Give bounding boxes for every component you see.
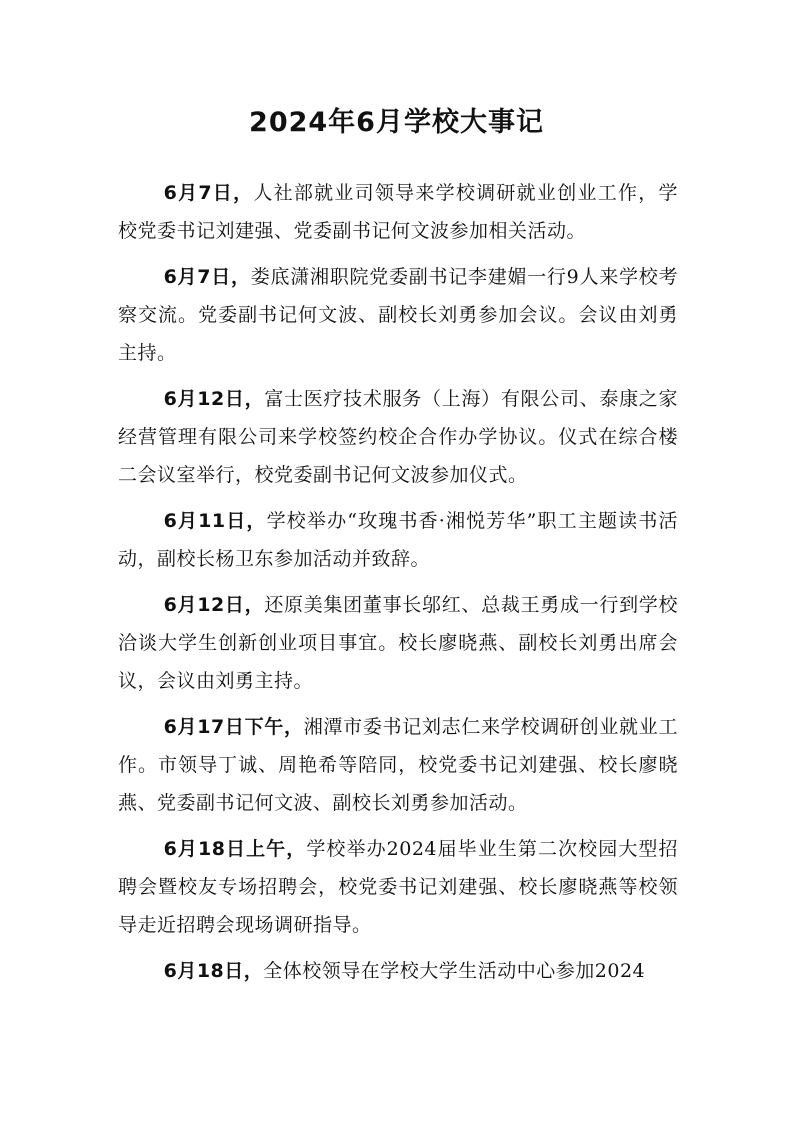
event-date: 6月17日下午， — [163, 716, 304, 738]
event-entry — [118, 952, 678, 990]
event-text: 还原美集团董事长邬红、总裁王勇成一行到学校洽谈大学生创新创业项目事宜。校长廖晓燕、副校长刘勇出席会议，会议由刘勇主持。 — [118, 594, 678, 692]
event-date: 6月11日， — [163, 510, 267, 532]
event-text: 人社部就业司领导来学校调研就业创业工作，学校党委书记刘建强、党委副书记何文波参加相关活动。 — [118, 182, 678, 242]
event-entry — [118, 380, 678, 494]
event-date: 6月18日上午， — [163, 838, 307, 860]
event-text: 学校举办“玫瑰书香·湘悦芳华”职工主题读书活动，副校长杨卫东参加活动并致辞。 — [118, 510, 678, 570]
event-text: 娄底潇湘职院党委副书记李建媚一行9人来学校考察交流。党委副书记何文波、副校长刘勇参加会议。会议由刘勇主持。 — [118, 266, 678, 364]
event-entry — [118, 708, 678, 822]
event-entry — [118, 258, 678, 372]
event-date: 6月12日， — [163, 388, 265, 410]
event-date: 6月18日， — [163, 960, 264, 982]
event-entry — [118, 174, 678, 250]
event-date: 6月12日， — [163, 594, 265, 616]
event-text: 全体校领导在学校大学生活动中心参加2024 — [263, 960, 646, 982]
event-text: 富士医疗技术服务（上海）有限公司、泰康之家经营管理有限公司来学校签约校企合作办学协议。仪式在综合楼二会议室举行，校党委副书记何文波参加仪式。 — [118, 388, 678, 486]
event-entry — [118, 830, 678, 944]
event-text: 湘潭市委书记刘志仁来学校调研创业就业工作。市领导丁诚、周艳希等陪同，校党委书记刘建强、校长廖晓燕、党委副书记何文波、副校长刘勇参加活动。 — [118, 716, 678, 814]
event-list — [118, 174, 678, 998]
event-entry — [118, 586, 678, 700]
event-date: 6月7日， — [163, 266, 251, 288]
page-title: 2024年6月学校大事记 — [249, 107, 544, 138]
event-date: 6月7日， — [163, 182, 254, 204]
event-entry — [118, 502, 678, 578]
event-text: 学校举办2024届毕业生第二次校园大型招聘会暨校友专场招聘会，校党委书记刘建强、校长廖晓燕等校领导走近招聘会现场调研指导。 — [118, 838, 678, 936]
